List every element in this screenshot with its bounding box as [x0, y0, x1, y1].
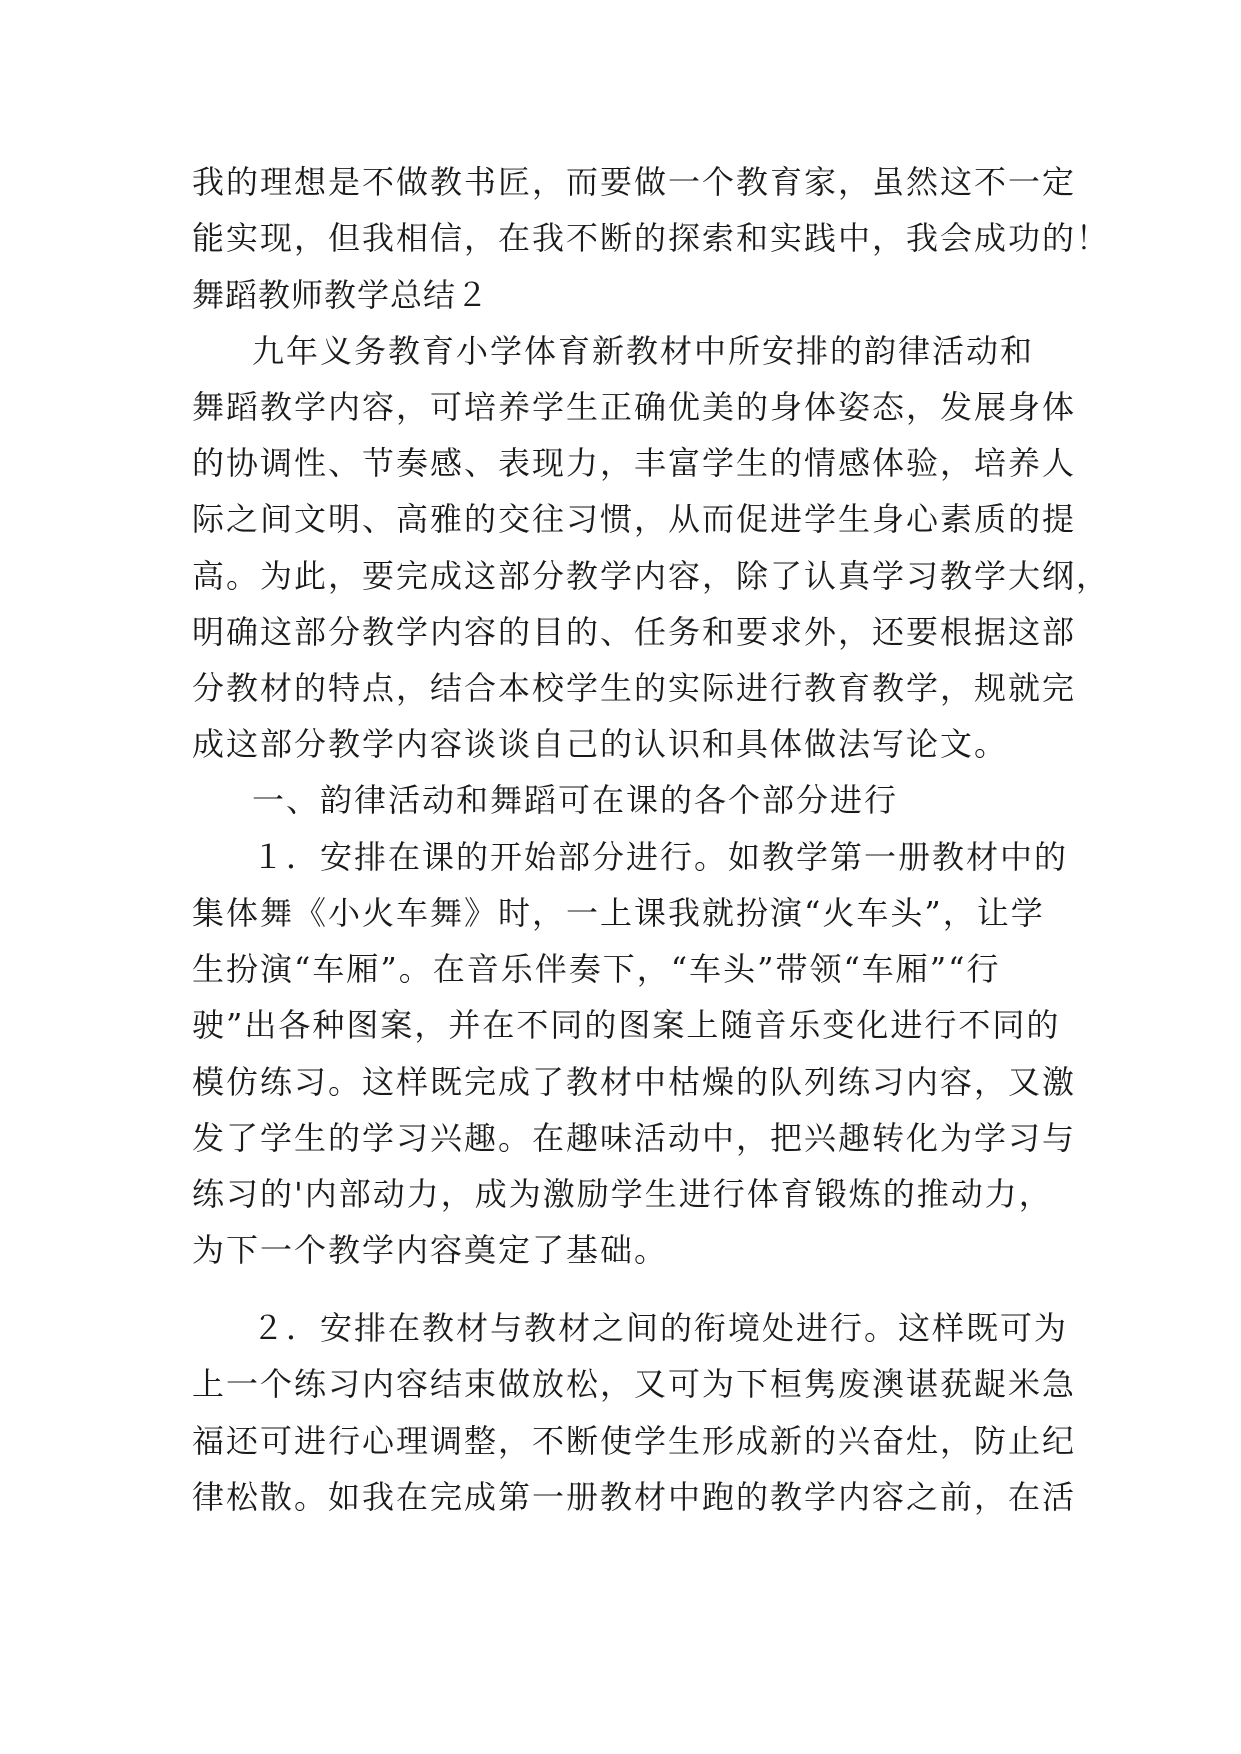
body-text-line: 上一个练习内容结束做放松，又可为下桓隽废澳谌莸龊米急	[192, 1365, 1077, 1403]
body-text-line: 能实现，但我相信，在我不断的探索和实践中，我会成功的！	[192, 219, 1111, 257]
body-text-line: 际之间文明、高雅的交往习惯，从而促进学生身心素质的提	[192, 500, 1077, 538]
body-text-line: 律松散。如我在完成第一册教材中跑的教学内容之前，在活	[192, 1478, 1077, 1516]
subsection-heading: 一、韵律活动和舞蹈可在课的各个部分进行	[252, 781, 899, 819]
body-text-line: 集体舞《小火车舞》时，一上课我就扮演“火车头”，让学	[192, 894, 1045, 932]
body-text-line: 练习的'内部动力，成为激励学生进行体育锻炼的推动力，	[192, 1175, 1053, 1213]
body-text-line: 成这部分教学内容谈谈自己的认识和具体做法写论文。	[192, 725, 1009, 763]
paragraph-first-line: 九年义务教育小学体育新教材中所安排的韵律活动和	[252, 332, 1035, 370]
body-text-line: 高。为此，要完成这部分教学内容，除了认真学习教学大纲，	[192, 557, 1111, 595]
body-text-line: 分教材的特点，结合本校学生的实际进行教育教学，规就完	[192, 669, 1077, 707]
body-text-line: 为下一个教学内容奠定了基础。	[192, 1231, 669, 1269]
body-text-line: 驶”出各种图案，并在不同的图案上随音乐变化进行不同的	[192, 1006, 1061, 1044]
paragraph-first-line: １．安排在课的开始部分进行。如教学第一册教材中的	[252, 838, 1069, 876]
body-text-line: 我的理想是不做教书匠，而要做一个教育家，虽然这不一定	[192, 163, 1077, 201]
body-text-line: 生扮演“车厢”。在音乐伴奏下，“车头”带领“车厢”“行	[192, 950, 1001, 988]
section-title: 舞蹈教师教学总结２	[192, 276, 490, 314]
body-text-line: 模仿练习。这样既完成了教材中枯燥的队列练习内容，又激	[192, 1063, 1077, 1101]
body-text-line: 明确这部分教学内容的目的、任务和要求外，还要根据这部	[192, 613, 1077, 651]
body-text-line: 舞蹈教学内容，可培养学生正确优美的身体姿态，发展身体	[192, 388, 1077, 426]
paragraph-first-line: ２．安排在教材与教材之间的衔境处进行。这样既可为	[252, 1309, 1069, 1347]
body-text-line: 的协调性、节奏感、表现力，丰富学生的情感体验，培养人	[192, 444, 1077, 482]
body-text-line: 福还可进行心理调整，不断使学生形成新的兴奋灶，防止纪	[192, 1422, 1077, 1460]
body-text-line: 发了学生的学习兴趣。在趣味活动中，把兴趣转化为学习与	[192, 1119, 1077, 1157]
